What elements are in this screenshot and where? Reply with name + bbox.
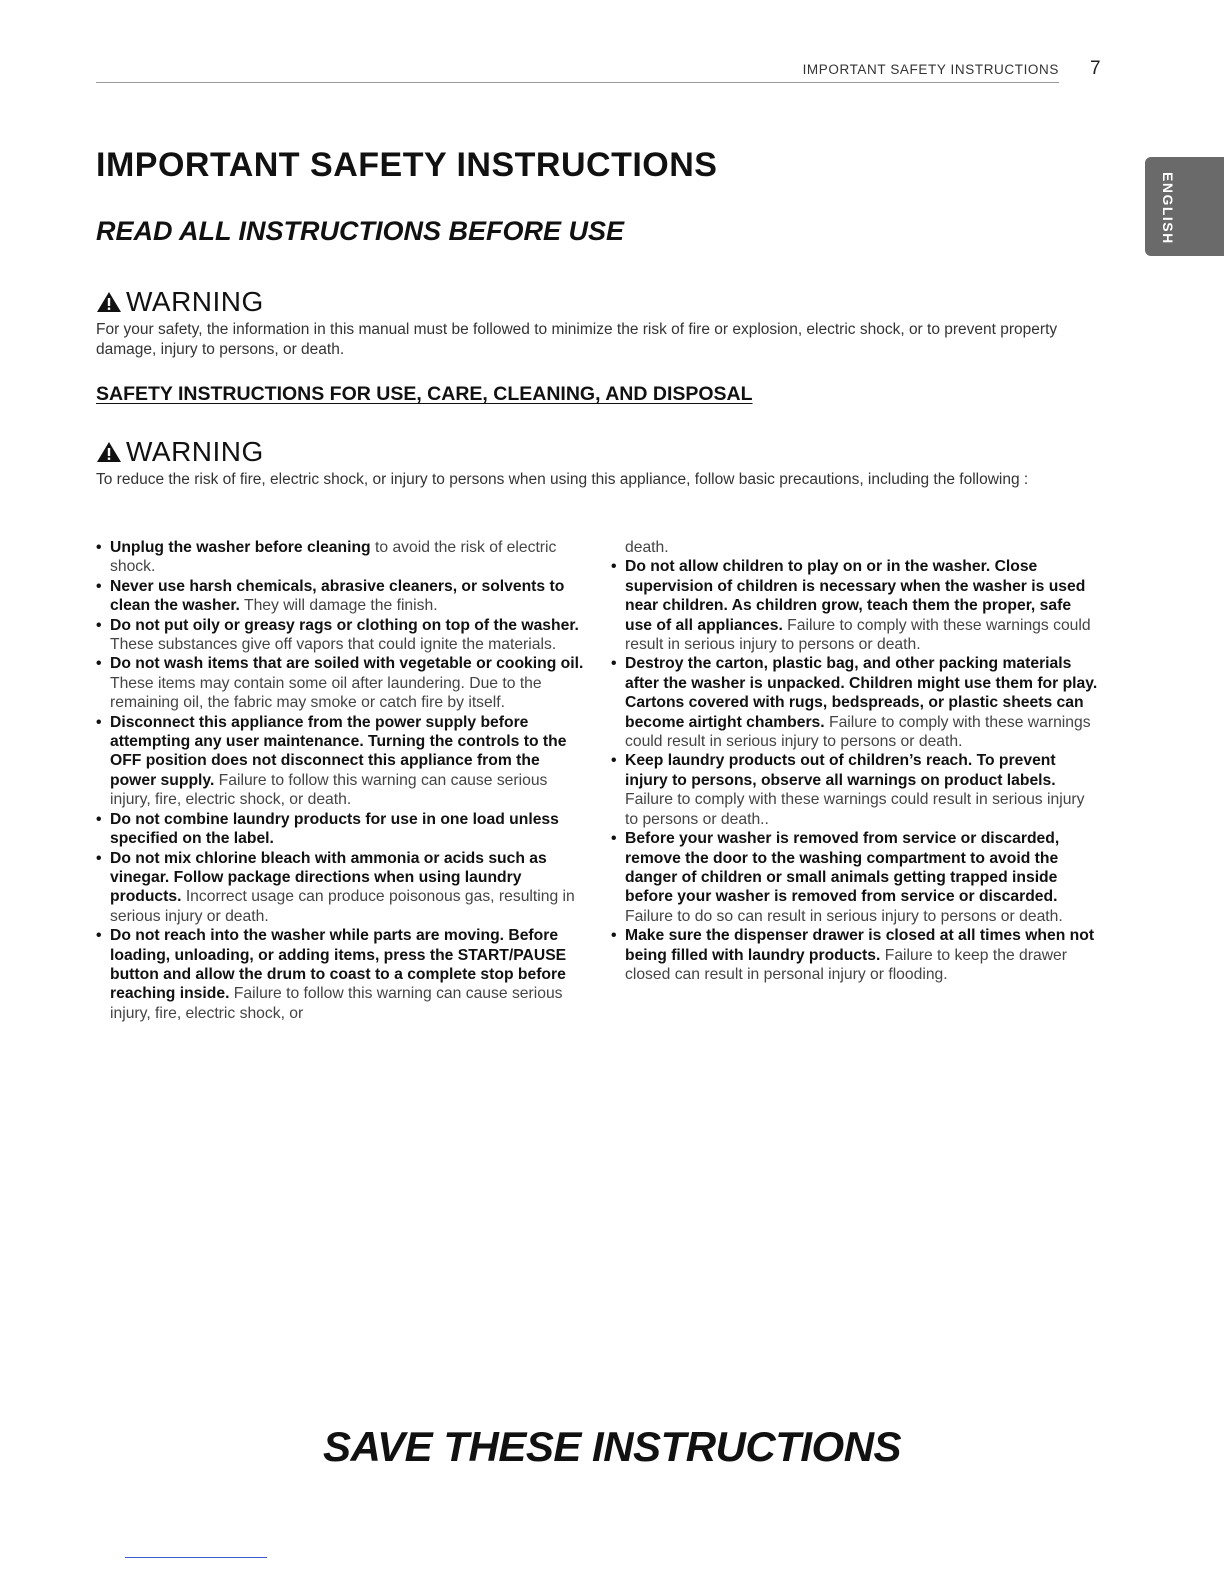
warning-triangle-icon <box>96 441 122 463</box>
list-item: • Do not mix chlorine bleach with ammonia or acids such as vinegar. Follow package directions when using laundry products. Incorrect usage can produce poisonous gas, resulting in serious injury or death. <box>96 849 590 927</box>
list-item: • Before your washer is removed from service or discarded, remove the door to the washing compartment to avoid the danger of children or small animals getting trapped inside before your washer is removed from service or discarded. Failure to do so can result in serious injury to persons or death. <box>611 829 1101 926</box>
running-title: IMPORTANT SAFETY INSTRUCTIONS <box>802 62 1059 77</box>
list-item: • Unplug the washer before cleaning to avoid the risk of electric shock. <box>96 538 590 577</box>
language-tab <box>1145 157 1224 256</box>
list-item: • Do not put oily or greasy rags or clothing on top of the washer. These substances give off vapors that could ignite the materials. <box>96 616 590 655</box>
warning-triangle-icon <box>96 291 122 313</box>
page-number: 7 <box>1090 58 1101 79</box>
safety-list-right <box>611 538 1101 984</box>
warning-heading-1 <box>96 286 264 318</box>
section-heading: SAFETY INSTRUCTIONS FOR USE, CARE, CLEANING, AND DISPOSAL <box>96 383 753 405</box>
list-item: • Do not reach into the washer while parts are moving. Before loading, unloading, or adding items, press the START/PAUSE button and allow the drum to coast to a complete stop before reaching inside. Failure to follow this warning can cause serious injury, fire, electric shock, or <box>96 926 590 1023</box>
warning-text-1: For your safety, the information in this manual must be followed to minimize the risk of fire or explosion, electric shock, or to prevent property damage, injury to persons, or death. <box>96 321 1058 358</box>
list-item: • Do not allow children to play on or in the washer. Close supervision of children is necessary when the washer is used near children. As children grow, teach them the proper, safe use of all appliances. Failure to comply with these warnings could result in serious injury to persons or death. <box>611 557 1101 654</box>
warning-text-2: To reduce the risk of fire, electric shock, or injury to persons when using this appliance, follow basic precautions, including the following : <box>96 471 1029 488</box>
warning-heading-2 <box>96 436 264 468</box>
running-header <box>96 58 1059 83</box>
list-item: • Never use harsh chemicals, abrasive cleaners, or solvents to clean the washer. They will damage the finish. <box>96 577 590 616</box>
language-tab-label: ENGLISH <box>1160 172 1176 245</box>
footer-divider <box>125 1557 267 1558</box>
list-item: • Keep laundry products out of children’s reach. To prevent injury to persons, observe all warnings on product labels. Failure to comply with these warnings could result in serious injury to persons or death.. <box>611 751 1101 829</box>
list-item: • Destroy the carton, plastic bag, and other packing materials after the washer is unpacked. Children might use them for play. Cartons covered with rugs, bedspreads, or plastic sheets can become airtight chambers. Failure to comply with these warnings could result in serious injury to persons or death. <box>611 654 1101 751</box>
list-item-continuation: death. <box>625 539 669 556</box>
save-instructions-banner: SAVE THESE INSTRUCTIONS <box>322 1423 902 1470</box>
warning-heading-2-label: WARNING <box>126 436 264 467</box>
list-item: • Do not combine laundry products for use in one load unless specified on the label. <box>96 810 590 849</box>
warning-heading-1-label: WARNING <box>126 286 264 317</box>
list-item: • Disconnect this appliance from the power supply before attempting any user maintenance. Turning the controls to the OFF position does not disconnect this appliance from the power supply. Failure to follow this warning can cause serious injury, fire, electric shock, or death. <box>96 713 590 810</box>
page-title: IMPORTANT SAFETY INSTRUCTIONS <box>96 146 718 184</box>
page-subtitle: READ ALL INSTRUCTIONS BEFORE USE <box>96 216 625 246</box>
list-item: • Make sure the dispenser drawer is closed at all times when not being filled with laundry products. Failure to keep the drawer closed can result in personal injury or flooding. <box>611 926 1101 984</box>
safety-list-left <box>96 538 590 1023</box>
list-item: • Do not wash items that are soiled with vegetable or cooking oil. These items may contain some oil after laundering. Due to the remaining oil, the fabric may smoke or catch fire by itself. <box>96 654 590 712</box>
